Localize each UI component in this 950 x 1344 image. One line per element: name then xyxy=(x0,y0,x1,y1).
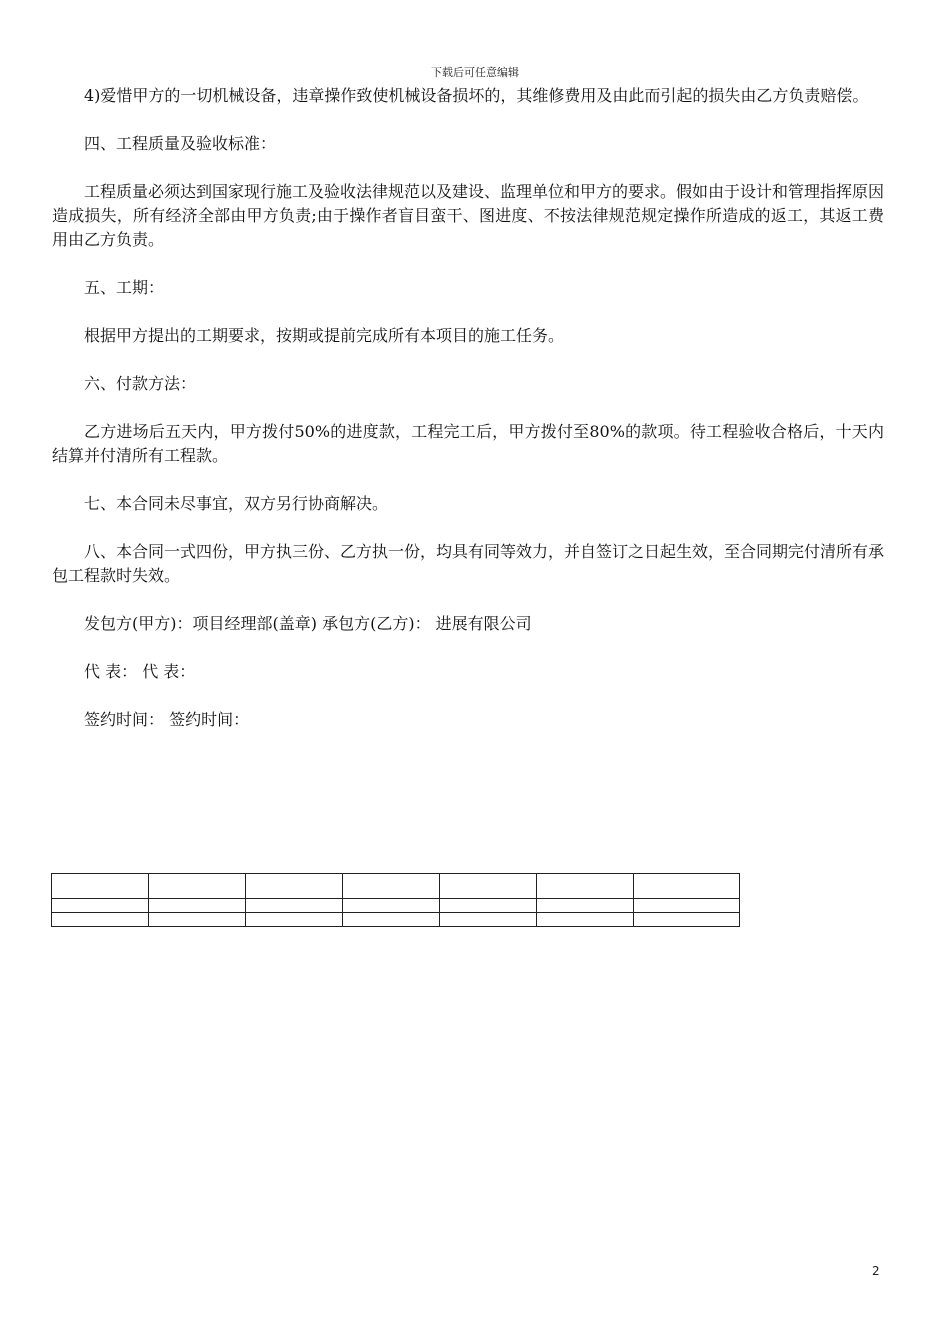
table-row xyxy=(52,913,740,927)
table-row xyxy=(52,874,740,899)
clause-quality: 工程质量必须达到国家现行施工及验收法律规范以及建设、监理单位和甲方的要求。假如由于设计和管理指挥原因造成损失，所有经济全部由甲方负责;由于操作者盲目蛮干、图进度、不按法律规范规定操作所造成的返工，其返工费用由乙方负责。 xyxy=(52,182,885,249)
clause-payment: 乙方进场后五天内，甲方拨付50%的进度款，工程完工后，甲方拨付至80%的款项。待工程验收合格后，十天内结算并付清所有工程款。 xyxy=(52,422,884,465)
party-b-name: 进展有限公司 xyxy=(435,614,532,633)
rep-a-label: 代 表： xyxy=(84,662,138,681)
page-number: 2 xyxy=(872,1264,880,1278)
date-b-label: 签约时间： xyxy=(169,710,250,729)
rep-b-label: 代 表： xyxy=(142,662,196,681)
date-a-label: 签约时间： xyxy=(84,710,165,729)
clause-other-matters: 七、本合同未尽事宜，双方另行协商解决。 xyxy=(84,494,389,513)
signature-representatives xyxy=(52,660,884,684)
clause-copies: 八、本合同一式四份，甲方执三份、乙方执一份，均具有同等效力，并自签订之日起生效，至合同期完付清所有承包工程款时失效。 xyxy=(52,542,885,585)
party-b-label: 承包方(乙方)： xyxy=(322,614,431,633)
section-payment-heading: 六、付款方法： xyxy=(84,374,197,393)
blank-table xyxy=(51,873,740,927)
signature-parties xyxy=(52,612,884,636)
section-quality-heading: 四、工程质量及验收标准： xyxy=(84,134,277,153)
section-schedule-heading: 五、工期： xyxy=(84,278,165,297)
table-row xyxy=(52,899,740,913)
signature-dates xyxy=(52,708,884,732)
clause-schedule: 根据甲方提出的工期要求，按期或提前完成所有本项目的施工任务。 xyxy=(84,326,565,345)
page-header: 下载后可任意编辑 xyxy=(431,66,519,79)
party-a-label: 发包方(甲方)：项目经理部(盖章) xyxy=(84,614,317,633)
document-body xyxy=(52,84,884,756)
clause-equipment: 4)爱惜甲方的一切机械设备，违章操作致使机械设备损坏的，其维修费用及由此而引起的损失由乙方负责赔偿。 xyxy=(84,86,869,105)
